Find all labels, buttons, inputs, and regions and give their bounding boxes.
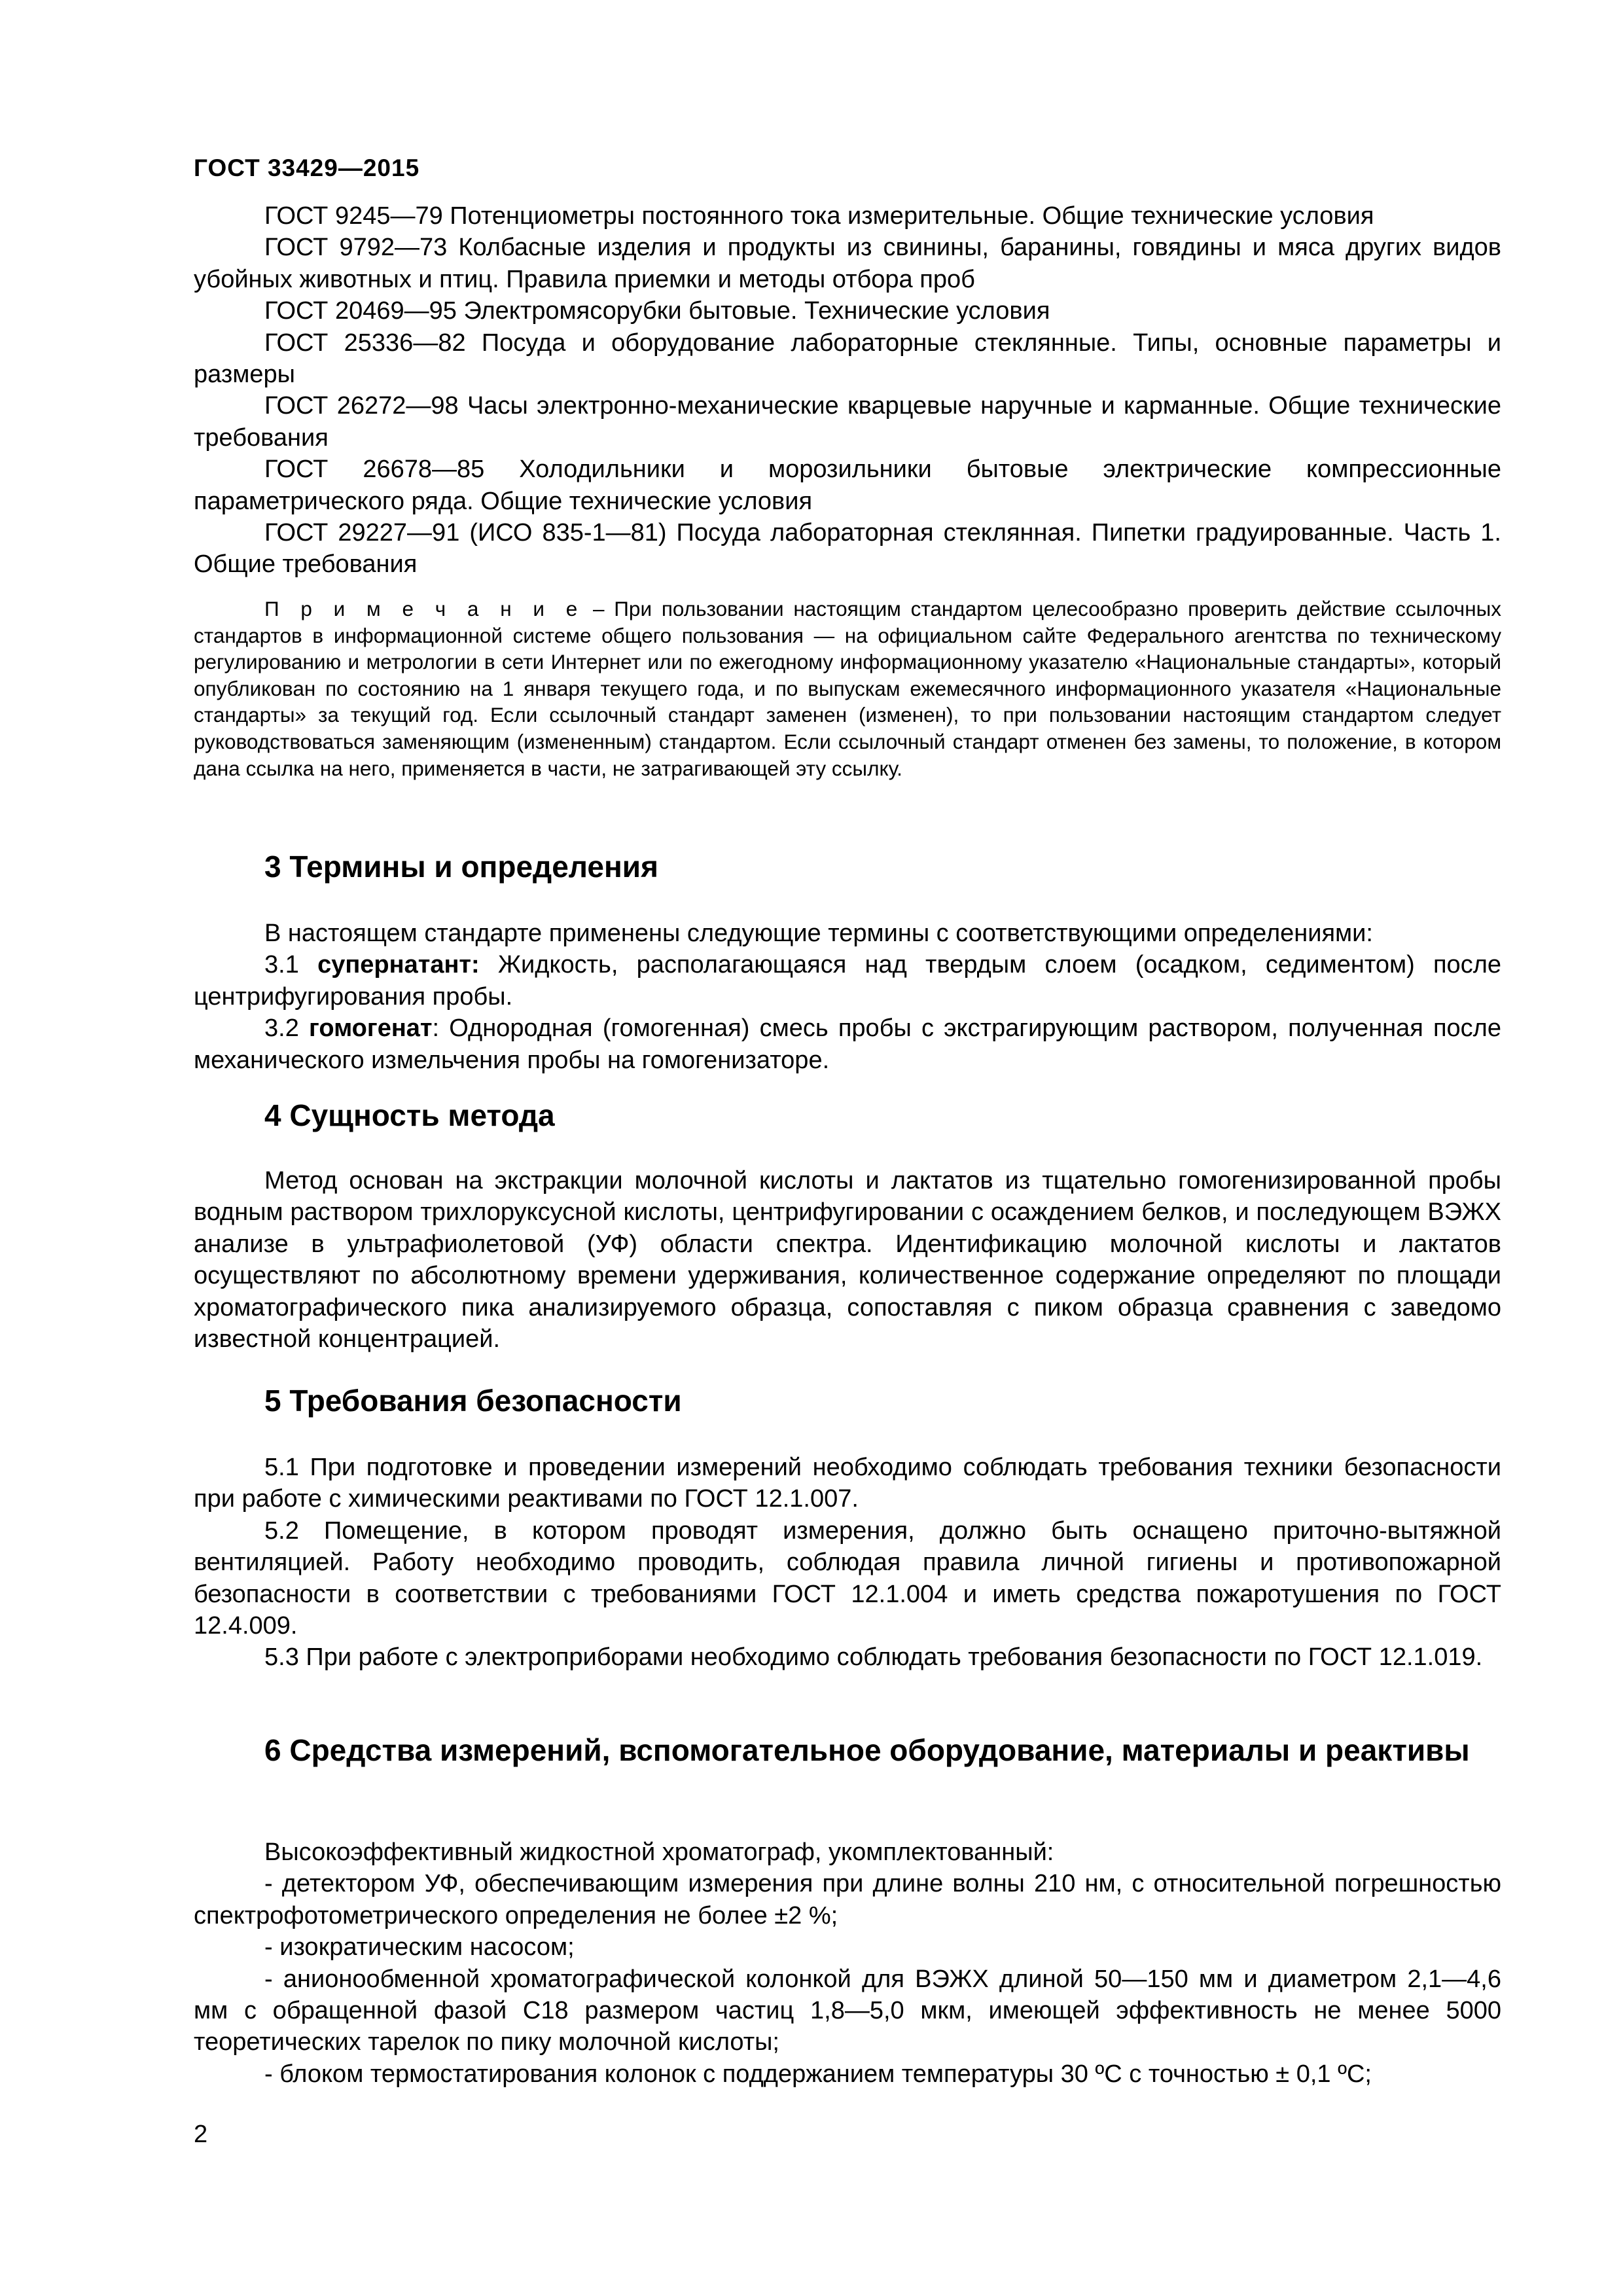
equipment-item: - блоком термостатирования колонок с поддержанием температуры 30 ºС с точностью ± 0,1 ºС; bbox=[264, 2060, 1372, 2088]
term-definition: : Однородная (гомогенная) смесь пробы с экстрагирующим раствором, полученная после механического измельчения пробы на гомогенизаторе. bbox=[194, 1014, 1501, 1074]
term-name: супернатант: bbox=[317, 951, 480, 979]
section-6-title: 6 Средства измерений, вспомогательное оборудование, материалы и реактивы bbox=[264, 1733, 1470, 1767]
section-3-body bbox=[194, 918, 1501, 1076]
references-list bbox=[194, 200, 1501, 581]
section-3-intro: В настоящем стандарте применены следующие термины с соответствующими определениями: bbox=[264, 920, 1373, 947]
reference-item: ГОСТ 25336—82 Посуда и оборудование лабораторные стеклянные. Типы, основные параметры и размеры bbox=[194, 329, 1501, 389]
term-homogenate bbox=[194, 1013, 1501, 1076]
section-4-text: Метод основан на экстракции молочной кислоты и лактатов из тщательно гомогенизированной пробы водным раствором трихлоруксусной кислоты, центрифугировании с осаждением белков, и последующем ВЭЖХ анализе в ультрафиолетовой (УФ) области спектра. Идентификацию молочной кислоты и лактатов осуществляют по абсолютному времени удерживания, количественное содержание определяют по площади хроматографического пика анализируемого образца, сопоставляя с пиком образца сравнения с заведомо известной концентрацией. bbox=[194, 1167, 1501, 1354]
equipment-item: - анионообменной хроматографической колонкой для ВЭЖХ длиной 50—150 мм и диаметром 2,1—4,6 мм с обращенной фазой С18 размером частиц 1,8—5,0 мкм, имеющей эффективность не менее 5000 теоретических тарелок по пику молочной кислоты; bbox=[194, 1965, 1501, 2056]
section-6-intro: Высокоэффективный жидкостной хроматограф, укомплектованный: bbox=[264, 1839, 1054, 1866]
note-paragraph bbox=[194, 596, 1501, 781]
document-header: ГОСТ 33429—2015 bbox=[194, 154, 420, 181]
equipment-item: - изократическим насосом; bbox=[264, 1933, 575, 1962]
section-4-body bbox=[194, 1165, 1501, 1355]
reference-item: ГОСТ 9245—79 Потенциометры постоянного тока измерительные. Общие технические условия bbox=[264, 202, 1374, 230]
equipment-item: - детектором УФ, обеспечивающим измерения при длине волны 210 нм, с относительной погрешностью спектрофотометрического определения не более ±2 %; bbox=[194, 1870, 1501, 1929]
section-3-title: 3 Термины и определения bbox=[264, 850, 658, 884]
section-5-title: 5 Требования безопасности bbox=[264, 1384, 682, 1418]
note-text: – При пользовании настоящим стандартом целесообразно проверить действие ссылочных стандартов в информационной системе общего пользования — на официальном сайте Федерального агентства по техническому регулированию и метрологии в сети Интернет или по ежегодному информационному указателю «Национальные стандарты», который опубликован по состоянию на 1 января текущего года, и по выпускам ежемесячного информационного указателя «Национальные стандарты» за текущий год. Если ссылочный стандарт заменен (изменен), то при пользовании настоящим стандартом следует руководствоваться заменяющим (измененным) стандартом. Если ссылочный стандарт отменен без замены, то положение, в котором дана ссылка на него, применяется в части, не затрагивающей эту ссылку. bbox=[194, 597, 1502, 780]
section-5-body bbox=[194, 1452, 1501, 1674]
section-4-title: 4 Сущность метода bbox=[264, 1098, 555, 1132]
note-label: П р и м е ч а н и е bbox=[264, 597, 584, 620]
section-5-item: 5.3 При работе с электроприборами необходимо соблюдать требования безопасности по ГОСТ 12.1.019. bbox=[264, 1643, 1483, 1672]
term-name: гомогенат bbox=[309, 1014, 433, 1043]
reference-item: ГОСТ 26678—85 Холодильники и морозильники бытовые электрические компрессионные параметрического ряда. Общие технические условия bbox=[194, 456, 1501, 515]
term-number: 3.2 bbox=[264, 1014, 310, 1043]
term-number: 3.1 bbox=[264, 951, 318, 979]
term-supernatant bbox=[194, 949, 1501, 1013]
section-5-item: 5.1 При подготовке и проведении измерений необходимо соблюдать требования техники безопасности при работе с химическими реактивами по ГОСТ 12.1.007. bbox=[194, 1454, 1501, 1513]
section-6-body bbox=[194, 1837, 1501, 2090]
term-definition: Жидкость, располагающаяся над твердым слоем (осадком, седиментом) после центрифугирования пробы. bbox=[194, 951, 1501, 1011]
reference-item: ГОСТ 9792—73 Колбасные изделия и продукты из свинины, баранины, говядины и мяса других видов убойных животных и птиц. Правила приемки и методы отбора проб bbox=[194, 234, 1501, 293]
reference-item: ГОСТ 20469—95 Электромясорубки бытовые. Технические условия bbox=[264, 297, 1050, 325]
reference-item: ГОСТ 29227—91 (ИСО 835-1—81) Посуда лабораторная стеклянная. Пипетки градуированные. Часть 1. Общие требования bbox=[194, 519, 1501, 579]
reference-item: ГОСТ 26272—98 Часы электронно-механические кварцевые наручные и карманные. Общие технические требования bbox=[194, 392, 1501, 452]
note-block bbox=[194, 596, 1501, 781]
page-number: 2 bbox=[194, 2121, 208, 2148]
section-5-item: 5.2 Помещение, в котором проводят измерения, должно быть оснащено приточно-вытяжной вентиляцией. Работу необходимо проводить, соблюдая правила личной гигиены и противопожарной безопасности в соответствии с требованиями ГОСТ 12.1.004 и иметь средства пожаротушения по ГОСТ 12.4.009. bbox=[194, 1516, 1501, 1640]
